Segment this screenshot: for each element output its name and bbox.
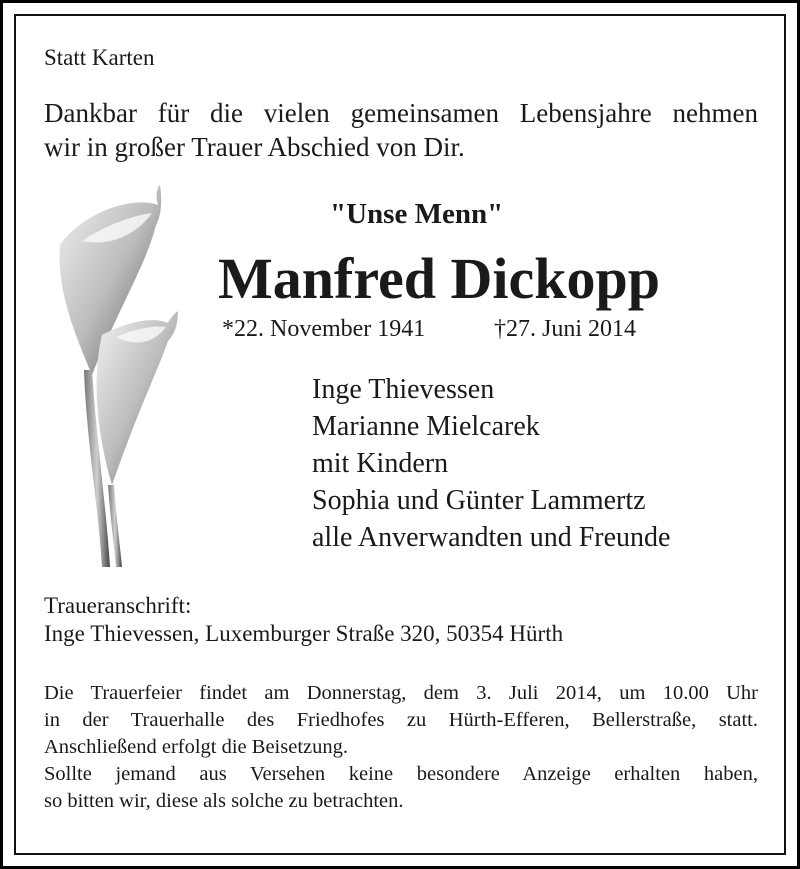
notice-line-5: so bitten wir, diese als solche zu betrachten. xyxy=(44,790,404,812)
deceased-name: Manfred Dickopp xyxy=(218,246,661,311)
notice-line-1: Die Trauerfeier findet am Donnerstag, dem 3. Juli 2014, um 10.00 Uhr xyxy=(44,682,758,704)
mourner: alle Anverwandten und Freunde xyxy=(312,522,671,553)
calla-lily-image xyxy=(50,185,190,575)
statt-karten: Statt Karten xyxy=(44,45,155,70)
intro-line-2: wir in großer Trauer Abschied von Dir. xyxy=(44,132,465,162)
address-label: Traueranschrift: xyxy=(44,593,192,618)
notice-line-4: Sollte jemand aus Versehen keine besondere Anzeige erhalten haben, xyxy=(44,763,758,785)
mourner: Inge Thievessen xyxy=(312,374,495,405)
notice-line-3: Anschließend erfolgt die Beisetzung. xyxy=(44,736,348,758)
mourner: mit Kindern xyxy=(312,448,449,479)
mourner: Marianne Mielcarek xyxy=(312,411,540,442)
intro-line-1: Dankbar für die vielen gemeinsamen Lebensjahre nehmen xyxy=(44,98,758,128)
death-symbol: † xyxy=(494,316,506,342)
notice-line-2: in der Trauerhalle des Friedhofes zu Hürth-Efferen, Bellerstraße, statt. xyxy=(44,709,758,731)
nickname: "Unse Menn" xyxy=(330,198,504,230)
death-date: †27. Juni 2014 xyxy=(494,316,637,342)
address-value: Inge Thievessen, Luxemburger Straße 320, 50354 Hürth xyxy=(44,621,564,646)
mourner: Sophia und Günter Lammertz xyxy=(312,485,646,516)
birth-symbol: * xyxy=(222,316,234,342)
birth-date: *22. November 1941 xyxy=(222,316,426,342)
